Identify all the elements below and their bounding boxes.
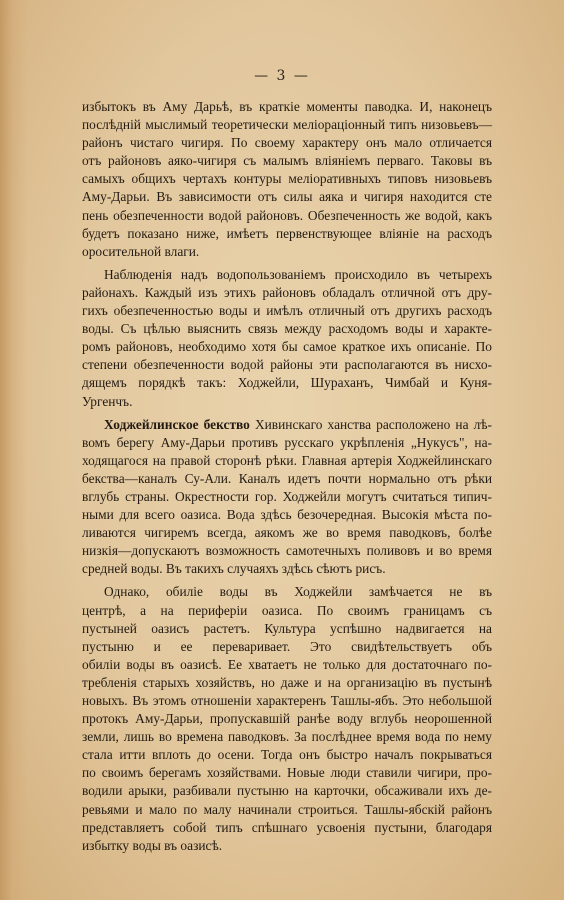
text-line: средней воды. Въ такихъ случаяхъ здѣсь сѣютъ рисъ.: [82, 561, 386, 577]
text-line: Аму-Дарьи. Въ зависимости отъ силы аяка и чигиря находится сте: [82, 189, 492, 205]
text-line: районъ чистаго чигиря. По своему характеру онъ мало отличается: [82, 135, 492, 151]
text-line: представляетъ собой типъ спѣшнаго усвоенія пустыни, благодаря: [82, 819, 492, 835]
text-line: вглубь страны. Окрестности гор. Ходжейли могутъ считаться типич-: [82, 488, 492, 504]
text-line: Наблюденія надъ водопользованіемъ происходило въ четырехъ: [104, 266, 492, 282]
text-line: воды. Съ цѣлью выяснить связь между расходомъ воды и характе-: [82, 321, 492, 337]
text-line: новыхъ. Въ этомъ отношеніи характеренъ Ташлы-ябъ. Это небольшой: [82, 693, 492, 708]
text-line: ходящагося на правой сторонѣ рѣки. Главная артерія Ходжейлинскаго: [82, 452, 492, 468]
text-line-rest: Хивинскаго ханства расположено на лѣ-: [249, 416, 492, 432]
text-line: бекства—каналъ Су-Али. Каналъ идетъ почти нормально отъ рѣки: [82, 470, 492, 486]
text-line: обиліи воды въ оазисѣ. Ее хватаетъ не только для достаточнаго по-: [82, 656, 492, 672]
text-line: отъ районовъ аяко-чигиря съ малымъ вліяніемъ перваго. Таковы въ: [82, 153, 492, 169]
text-line: по своимъ берегамъ хозяйствами. Новые люди ставили чигири, про-: [82, 765, 492, 781]
page-number: — 3 —: [254, 68, 310, 84]
paragraph-4: [82, 583, 492, 854]
body-text: [82, 98, 492, 855]
paragraph-2: [82, 266, 492, 411]
text-line: Однако, обиліе воды въ Ходжейли замѣчается не въ: [104, 584, 492, 600]
text-line: стала итти вплоть до осени. Тогда онъ быстро началъ покрываться: [82, 747, 492, 763]
text-line: самыхъ общихъ чертахъ контуры мелiоративныхъ типовъ низовьевъ: [82, 171, 492, 187]
paragraph-1: [82, 98, 492, 261]
section-heading-inline: Ходжейлинское бекство: [104, 416, 250, 432]
text-line: дящемъ порядкѣ такъ: Ходжейли, Шураханъ, Чимбай и Куня-: [82, 375, 492, 391]
text-line: пустыню и ее переваривает. Это свидѣтельствуетъ объ: [82, 638, 492, 654]
page-fold-shadow: [0, 0, 28, 900]
text-line: протокъ Аму-Дарьи, пропускавшій ранѣе воду вглубь неорошенной: [82, 711, 492, 727]
text-line: послѣдній мыслимый теоретически мелiорацiонный типъ низовьевъ—: [82, 117, 492, 133]
text-line: водили арыки, разбивали пустыню на карточки, обсаживали ихъ де-: [82, 783, 492, 799]
text-line: гихъ обезпеченностью воды и имѣлъ отличный отъ другихъ расходъ: [82, 303, 492, 319]
text-line: земли, лишь во времена паводковъ. За послѣднее время вода по нему: [82, 729, 492, 745]
text-line: избытокъ въ Аму Дарьѣ, въ краткіе моменты паводка. И, наконецъ: [82, 99, 492, 114]
text-line: пустыней оазисъ растетъ. Культура успѣшно надвигается на: [82, 620, 492, 636]
text-line: ревьями и мало по малу начинали строиться. Ташлы-ябскій районъ: [82, 801, 492, 817]
text-line: центрѣ, а на периферіи оазиса. По своимъ границамъ съ: [82, 602, 492, 618]
text-line: избытку воды въ оазисѣ.: [82, 837, 223, 853]
text-line: Ургенчъ.: [82, 393, 133, 409]
text-line: ными для всего оазиса. Вода здѣсь безочередная. Высокія мѣста по-: [82, 507, 492, 523]
text-line: оросительной влаги.: [82, 243, 200, 259]
text-line: [82, 416, 492, 434]
text-line: ливаются чигиремъ всегда, аякомъ же во время паводковъ, болѣе: [82, 525, 492, 541]
text-line: требленія старыхъ хозяйствъ, но даже и на организацію въ пустынѣ: [82, 674, 492, 690]
text-line: ромъ районовъ, необходимо хотя бы самое краткое ихъ описаніе. По: [82, 339, 492, 355]
paragraph-3: [82, 416, 492, 579]
text-line: степени обезпеченности водой районы эти располагаются въ нисхо-: [82, 357, 492, 373]
text-line: будетъ показано ниже, имѣетъ первенствующее вліяніе на расходъ: [82, 225, 492, 241]
text-line: низкія—допускаютъ возможность самотечныхъ поливовъ и во время: [82, 543, 492, 559]
text-line: районахъ. Каждый изъ этихъ районовъ обладалъ отличной отъ дру-: [82, 284, 492, 300]
text-line: вомъ берегу Аму-Дарьи противъ русскаго укрѣпленія „Нукусъ", на-: [82, 434, 492, 450]
text-line: пень обезпеченности водой районовъ. Обезпеченность же водой, какъ: [82, 207, 492, 223]
